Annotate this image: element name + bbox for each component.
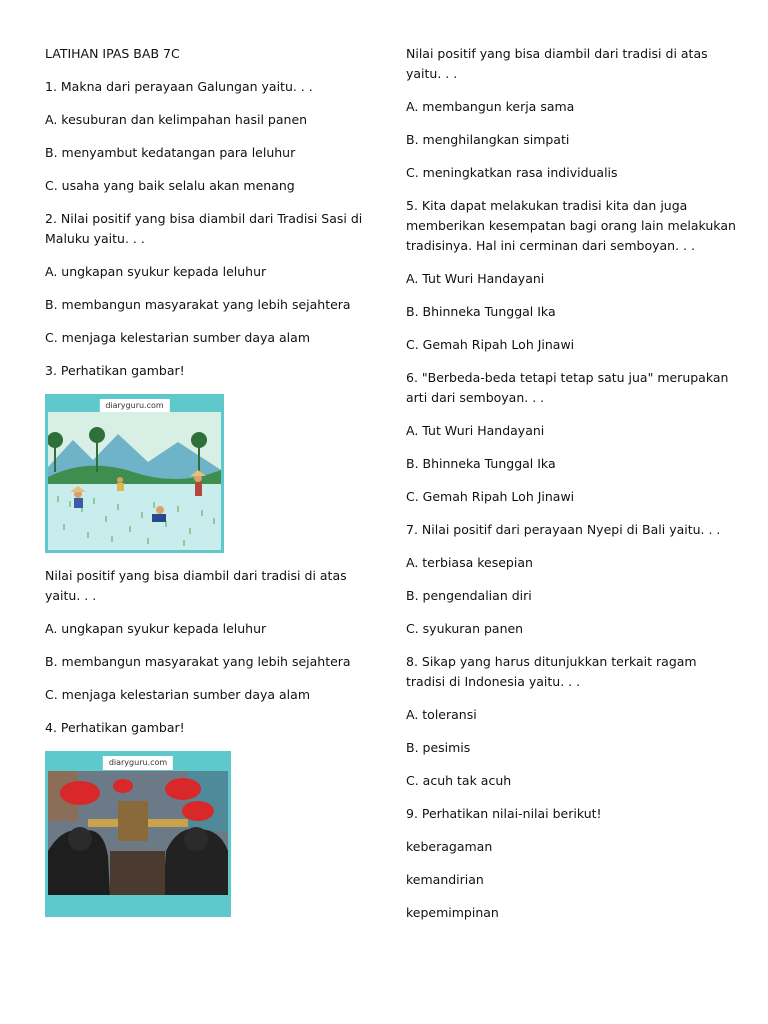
question-6: 6. "Berbeda-beda tetapi tetap satu jua" merupakan arti dari semboyan. . . <box>406 370 729 405</box>
q4-option-c: C. meningkatkan rasa individualis <box>406 165 618 180</box>
question-2: 2. Nilai positif yang bisa diambil dari Tradisi Sasi di Maluku yaitu. . . <box>45 211 363 246</box>
rice-field-image <box>45 394 224 553</box>
q4-option-b: B. menghilangkan simpati <box>406 132 570 147</box>
q4-option-a: A. membangun kerja sama <box>406 99 575 114</box>
rice-planting-illustration <box>48 412 221 550</box>
q2-option-b: B. membangun masyarakat yang lebih sejahtera <box>45 297 351 312</box>
left-column <box>45 44 365 930</box>
q7-option-b: B. pengendalian diri <box>406 588 532 603</box>
q6-option-a: A. Tut Wuri Handayani <box>406 423 545 438</box>
q8-option-c: C. acuh tak acuh <box>406 773 512 788</box>
question-9: 9. Perhatikan nilai-nilai berikut! <box>406 806 602 821</box>
value-item-1: keberagaman <box>406 839 493 854</box>
q1-option-b: B. menyambut kedatangan para leluhur <box>45 145 296 160</box>
festival-image <box>45 751 231 917</box>
q1-option-c: C. usaha yang baik selalu akan menang <box>45 178 295 193</box>
image-watermark-2: diaryguru.com <box>103 756 173 770</box>
q1-option-a: A. kesuburan dan kelimpahan hasil panen <box>45 112 308 127</box>
q3-option-c: C. menjaga kelestarian sumber daya alam <box>45 687 310 702</box>
question-4-stem: Nilai positif yang bisa diambil dari tradisi di atas yaitu. . . <box>406 46 708 81</box>
question-3-stem: Nilai positif yang bisa diambil dari tradisi di atas yaitu. . . <box>45 568 347 603</box>
q7-option-a: A. terbiasa kesepian <box>406 555 533 570</box>
question-4: 4. Perhatikan gambar! <box>45 720 185 735</box>
festival-photo-illustration <box>48 771 228 895</box>
q5-option-c: C. Gemah Ripah Loh Jinawi <box>406 337 575 352</box>
question-8: 8. Sikap yang harus ditunjukkan terkait ragam tradisi di Indonesia yaitu. . . <box>406 654 697 689</box>
q3-option-b: B. membangun masyarakat yang lebih sejahtera <box>45 654 351 669</box>
value-item-3: kepemimpinan <box>406 905 499 920</box>
question-5: 5. Kita dapat melakukan tradisi kita dan juga memberikan kesempatan bagi orang lain melakukan tradisinya. Hal ini cerminan dari semboyan. . . <box>406 198 736 253</box>
q2-option-a: A. ungkapan syukur kepada leluhur <box>45 264 267 279</box>
q2-option-c: C. menjaga kelestarian sumber daya alam <box>45 330 310 345</box>
question-3: 3. Perhatikan gambar! <box>45 363 185 378</box>
q5-option-a: A. Tut Wuri Handayani <box>406 271 545 286</box>
question-7: 7. Nilai positif dari perayaan Nyepi di Bali yaitu. . . <box>406 522 721 537</box>
question-1: 1. Makna dari perayaan Galungan yaitu. . . <box>45 79 313 94</box>
q6-option-c: C. Gemah Ripah Loh Jinawi <box>406 489 575 504</box>
q5-option-b: B. Bhinneka Tunggal Ika <box>406 304 556 319</box>
q3-option-a: A. ungkapan syukur kepada leluhur <box>45 621 267 636</box>
image-watermark: diaryguru.com <box>99 399 169 413</box>
q8-option-b: B. pesimis <box>406 740 471 755</box>
right-column <box>406 44 736 936</box>
q7-option-c: C. syukuran panen <box>406 621 524 636</box>
q6-option-b: B. Bhinneka Tunggal Ika <box>406 456 556 471</box>
value-item-2: kemandirian <box>406 872 484 887</box>
worksheet-title: LATIHAN IPAS BAB 7C <box>45 46 180 61</box>
q8-option-a: A. toleransi <box>406 707 477 722</box>
